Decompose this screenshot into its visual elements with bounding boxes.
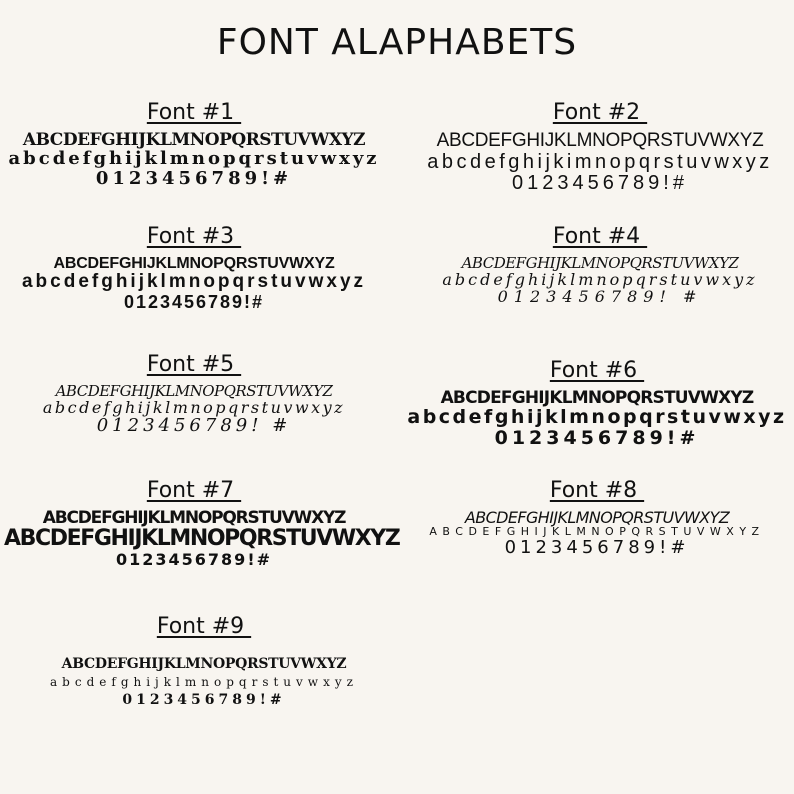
- font-sample-2: [410, 100, 790, 195]
- font-sample-1: [4, 100, 384, 188]
- font-sample-7: [4, 478, 400, 570]
- digits-line: 0123456789!#: [122, 692, 286, 709]
- lowercase-line: abcdefghijklmnopqrstuvwxyz: [8, 148, 380, 170]
- digits-line: 0123456789! #: [96, 415, 292, 437]
- digits-line: 0123456789!#: [512, 172, 688, 195]
- font-label: Font #9: [156, 614, 252, 639]
- font-sample-3: [4, 224, 384, 312]
- digits-line: 0123456789!#: [95, 167, 293, 189]
- font-sample-8: [400, 478, 794, 558]
- uppercase-line: ABCDEFGHIJKLMNOPQRSTUVWXYZ: [436, 130, 764, 151]
- font-label: Font #2: [552, 100, 648, 125]
- digits-line: 0123456789!#: [494, 426, 700, 449]
- lowercase-line: abcdefghijklmnopqrstuvwxyz: [21, 271, 367, 293]
- uppercase-line: ABCDEFGHIJKLMNOPQRSTUVWXYZ: [440, 388, 754, 408]
- font-label: Font #7: [146, 478, 242, 503]
- uppercase-line: ABCDEFGHIJKLMNOPQRSTUVWXYZ: [42, 508, 346, 528]
- lowercase-line: abcdefghijkimnopqrstuvwxyz: [427, 150, 773, 173]
- font-label: Font #4: [552, 224, 648, 249]
- font-label: Font #5: [146, 352, 242, 377]
- font-sample-9: [4, 614, 404, 708]
- font-label: Font #8: [549, 478, 645, 503]
- digits-line: 0123456789!#: [115, 550, 273, 570]
- uppercase-line: ABCDEFGHIJKLMNOPQRSTUVWXYZ: [55, 382, 333, 400]
- font-sample-5: [4, 352, 384, 436]
- font-label: Font #1: [146, 100, 242, 125]
- lowercase-line: ABCDEFGHIJKLMNOPQRSTUVWXYZ: [429, 525, 765, 539]
- uppercase-line: ABCDEFGHIJKLMNOPQRSTUVWXYZ: [464, 508, 730, 527]
- uppercase-line: ABCDEFGHIJKLMNOPQRSTUVWXYZ: [461, 254, 739, 272]
- lowercase-line: ABCDEFGHIJKLMNOPQRSTUVWXYZ: [4, 526, 400, 552]
- digits-line: 0123456789! #: [497, 287, 703, 307]
- font-label: Font #6: [549, 358, 645, 383]
- font-sample-6: [400, 358, 794, 448]
- lowercase-line: abcdefghijklmnopqrstuvwxyz: [50, 675, 358, 690]
- digits-line: 0123456789!#: [504, 537, 690, 559]
- lowercase-line: abcdefghijklmnopqrstuvwxyz: [42, 398, 346, 418]
- font-sample-4: [410, 224, 790, 306]
- uppercase-line: ABCDEFGHIJKLMNOPQRSTUVWXYZ: [22, 130, 366, 150]
- lowercase-line: abcdefghijklmnopqrstuvwxyz: [407, 406, 787, 429]
- page-title: FONT ALAPHABETS: [216, 22, 578, 63]
- digits-line: 0123456789!#: [123, 291, 265, 312]
- uppercase-line: ABCDEFGHIJKLMNOPQRSTUVWXYZ: [53, 255, 335, 272]
- lowercase-line: abcdefghijklmnopqrstuvwxyz: [442, 270, 758, 290]
- font-label: Font #3: [146, 224, 242, 249]
- uppercase-line: ABCDEFGHIJKLMNOPQRSTUVWXYZ: [61, 656, 347, 672]
